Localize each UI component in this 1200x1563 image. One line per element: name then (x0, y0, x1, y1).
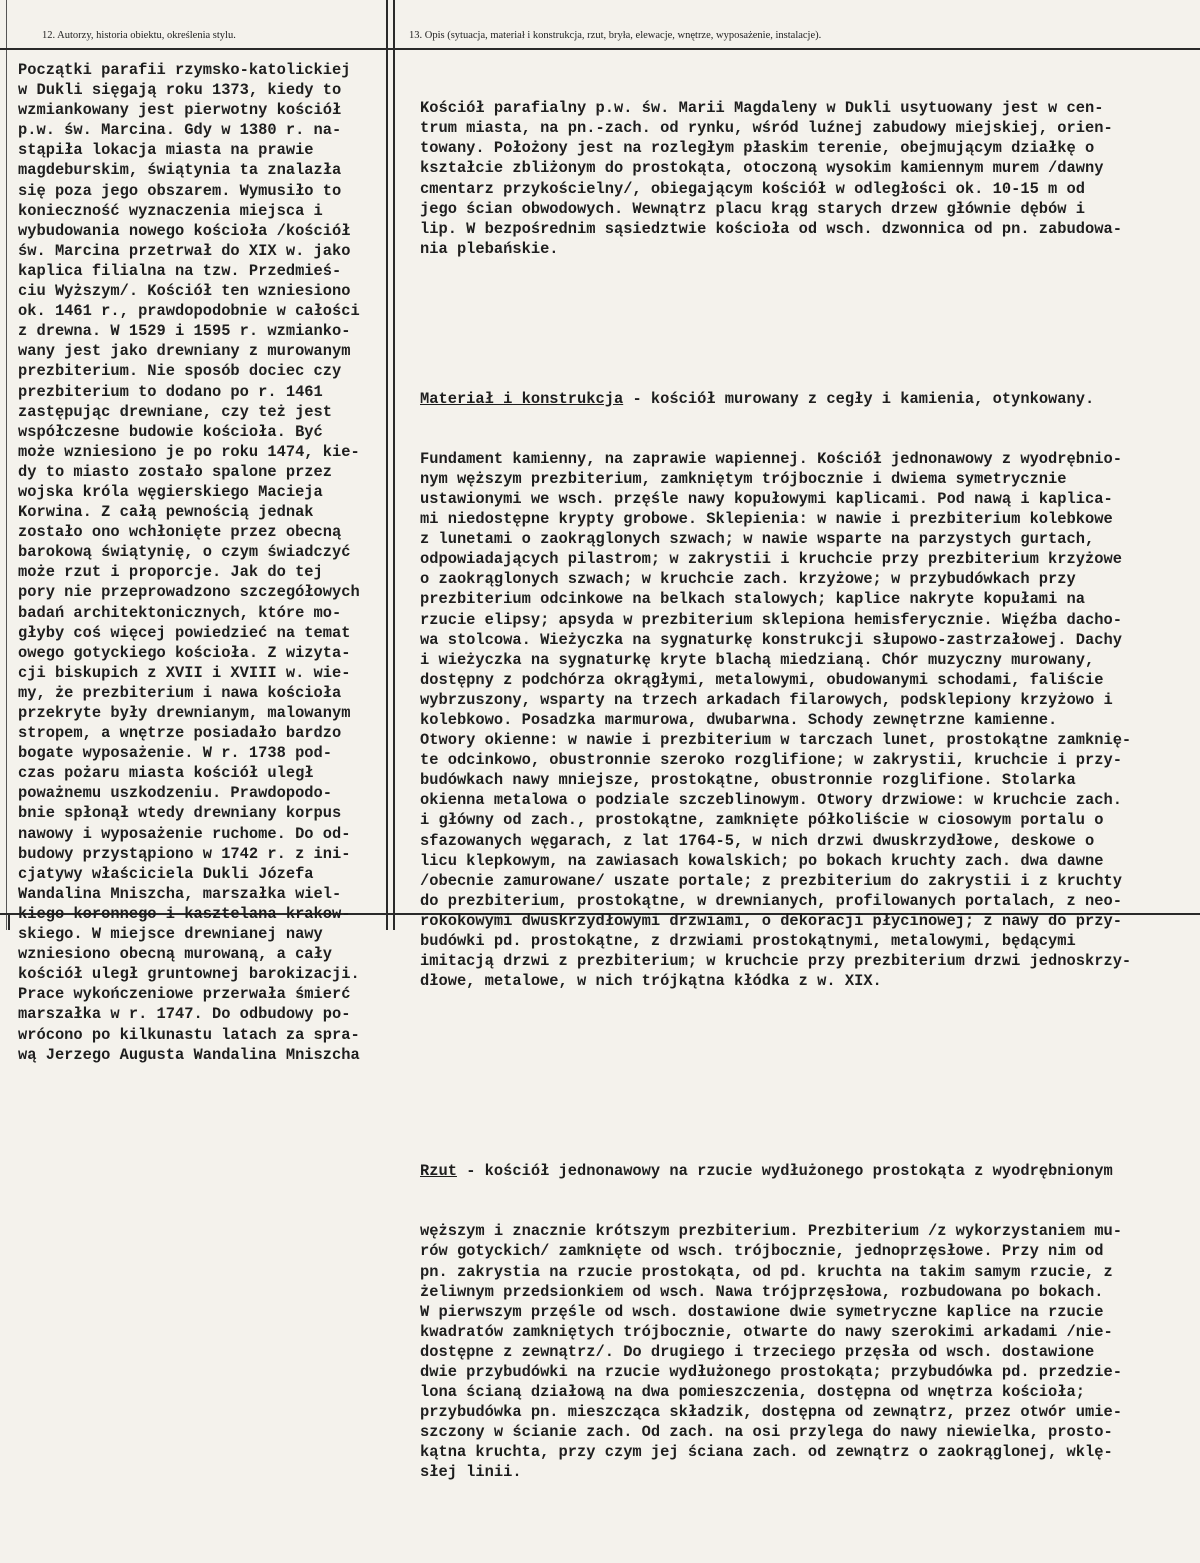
text-line: jego ścian obwodowych. Wewnątrz placu krąg starych drzew głównie dębów i (420, 199, 1085, 218)
left-margin-rule (6, 0, 7, 930)
text-line: ok. 1461 r., prawdopodobnie w całości (18, 302, 360, 321)
text-line: wa stolcowa. Wieżyczka na sygnaturkę konstrukcji słupowo-zastrzałowej. Dachy (420, 630, 1122, 649)
text-line: towany. Położony jest na rozległym płaskim terenie, obejmującym działkę o (420, 139, 1095, 158)
text-line: nia plebańskie. (420, 239, 559, 258)
rzut-body (420, 1221, 1200, 1482)
history-text-column (18, 60, 384, 1065)
description-text-column (420, 58, 1200, 1563)
text-line: dy to miasto zostało spalone przez (18, 462, 333, 481)
text-line: i główny od zach., prostokątne, zamknięte półkoliście w ciosowym portalu o (420, 811, 1104, 830)
text-line: wą Jerzego Augusta Wandalina Mniszcha (18, 1045, 360, 1064)
text-line: /obecnie zamurowane/ uszate portale; z prezbiterium do zakrystii i z kruchty (420, 871, 1122, 890)
material-heading: Materiał i konstrukcja (420, 389, 624, 408)
text-line: i wieżyczka na sygnaturkę kryte blachą miedzianą. Chór muzyczny murowany, (420, 650, 1095, 669)
section-12-caption: 12. Autorzy, historia obiektu, określenia stylu. (42, 30, 236, 41)
text-line: może wzniesiono je po roku 1474, kie- (18, 442, 360, 461)
text-line: ustawionymi we wsch. przęśle nawy kopułowymi kaplicami. Pod nawą i kaplica- (420, 489, 1113, 508)
text-line: Prace wykończeniowe przerwała śmierć (18, 985, 351, 1004)
text-line: może rzut i proporcje. Jak do tej (18, 563, 323, 582)
text-line: cjatywy właściciela Dukli Józefa (18, 864, 314, 883)
text-line: sfazowanych węgarach, z lat 1764-5, w nich drzwi dwuskrzydłowe, deskowe o (420, 831, 1095, 850)
text-line: wrócono po kilkunastu latach za spra- (18, 1025, 360, 1044)
text-line: Początki parafii rzymsko-katolickiej (18, 61, 351, 79)
text-line: Korwina. Z całą pewnością jednak (18, 503, 314, 522)
material-body (420, 449, 1200, 992)
text-line: badań architektonicznych, które mo- (18, 603, 342, 622)
text-line: żeliwnym przedsionkiem od wsch. Nawa trójprzęsłowa, rozbudowana po bokach. (420, 1282, 1104, 1301)
text-line: św. Marcina przetrwał do XIX w. jako (18, 241, 351, 260)
text-line: kolebkowo. Posadzka marmurowa, dwubarwna. Schody zewnętrzne kamienne. (420, 711, 1058, 729)
text-line: czas pożaru miasta kościół uległ (18, 764, 314, 783)
text-line: poważnemu uszkodzeniu. Prawdopodo- (18, 784, 333, 803)
text-line: my, że prezbiterium i nawa kościoła (18, 683, 342, 702)
text-line: dostępny z podchórza okrągłymi, metalowymi, obudowanymi schodami, faliście (420, 670, 1104, 689)
text-line: się poza jego obszarem. Wymusiło to (18, 181, 342, 200)
section-13-caption: 13. Opis (sytuacja, materiał i konstrukcja, rzut, bryła, elewacje, wnętrze, wyposażenie, instalacje). (409, 30, 822, 41)
text-line: węższym i znacznie krótszym prezbiterium. Prezbiterium /z wykorzystaniem mu- (420, 1222, 1122, 1241)
text-line: kwadratów zamkniętych trójbocznie, otwarte do nawy szerokimi arkadami /nie- (420, 1322, 1113, 1341)
header-divider (0, 48, 1200, 50)
material-paragraph (420, 348, 1200, 1031)
text-line: wybrzuszony, wsparty na trzech arkadach filarowych, podsklepiony krzyżowo i (420, 690, 1113, 709)
text-line: wzmiankowany jest pierwotny kościół (18, 101, 342, 120)
location-paragraph (420, 98, 1200, 259)
text-line: przybudówka pn. mieszcząca składzik, dostępna od zewnątrz, przez otwór umie- (420, 1403, 1122, 1422)
text-line: p.w. św. Marcina. Gdy w 1380 r. na- (18, 121, 342, 140)
text-line: imitacją drzwi z prezbiterium; w kruchcie przy prezbiterium drzwi jednoskrzy- (420, 952, 1132, 971)
text-line: z drewna. W 1529 i 1595 r. wzmianko- (18, 322, 351, 341)
text-line: kościół uległ gruntownej barokizacji. (18, 965, 360, 984)
text-line: Kościół parafialny p.w. św. Marii Magdaleny w Dukli usytuowany jest w cen- (420, 99, 1104, 118)
column-divider-inner (393, 0, 395, 930)
text-line: marszałka w r. 1747. Do odbudowy po- (18, 1005, 351, 1024)
text-line: do prezbiterium, prostokątne, w drewnianych, profilowanych portalach, z neo- (420, 891, 1122, 910)
bottom-tick (386, 913, 388, 930)
rzut-first-line-text: - kościół jednonawowy na rzucie wydłużonego prostokąta z wyodrębnionym (456, 1162, 1113, 1181)
material-first-line (420, 389, 1200, 409)
text-line: licu klepkowym, na zawiasach kowalskich; po bokach kruchty zach. dwa dawne (420, 851, 1104, 870)
rzut-first-line (420, 1161, 1200, 1181)
text-line: stropem, a wnętrze posiadało bardzo (18, 724, 342, 743)
bottom-tick (8, 913, 10, 930)
text-line: szczony w ścianie zach. Od zach. na osi przylega do nawy niewielka, prosto- (420, 1423, 1113, 1442)
text-line: wany jest jako drewniany z murowanym (18, 342, 351, 361)
text-line: kątna kruchta, przy czym jej ściana zach. od zewnątrz o zaokrąglonej, wklę- (420, 1443, 1113, 1462)
text-line: kształcie zbliżonym do prostokąta, otoczoną wysokim kamiennym murem /dawny (420, 159, 1104, 178)
text-line: ciu Wyższym/. Kościół ten wzniesiono (18, 282, 351, 301)
text-line: prezbiterium. Nie sposób dociec czy (18, 362, 342, 381)
text-line: rów gotyckich/ zamknięte od wsch. trójbocznie, jednoprzęsłowe. Przy nim od (420, 1242, 1104, 1261)
bottom-tick (393, 913, 395, 930)
text-line: te odcinkowo, obustronnie szeroko rozglifione; w zakrystii, kruchcie i przy- (420, 751, 1122, 770)
column-divider-outer (386, 0, 388, 930)
text-line: stąpiła lokacja miasta na prawie (18, 141, 314, 160)
text-line: W pierwszym przęśle od wsch. dostawione dwie symetryczne kaplice na rzucie (420, 1302, 1104, 1321)
text-line: dostępne z zewnątrz/. Do drugiego i trzeciego przęsła od wsch. dostawione (420, 1342, 1095, 1361)
text-line: prezbiterium to dodano po r. 1461 (18, 382, 323, 401)
text-line: słej linii. (420, 1463, 522, 1482)
rzut-paragraph (420, 1121, 1200, 1523)
text-line: rzucie elipsy; apsyda w prezbiterium sklepiona hemisferycznie. Więźba dacho- (420, 610, 1122, 629)
text-line: pn. zakrystia na rzucie prostokąta, od pd. kruchta na takim samym rzucie, z (420, 1262, 1113, 1281)
text-line: mi niedostępne krypty grobowe. Sklepienia: w nawie i prezbiterium kolebkowe (420, 510, 1113, 529)
text-line: w Dukli sięgają roku 1373, kiedy to (18, 81, 342, 100)
text-line: rokokowymi dwuskrzydłowymi drzwiami, o dekoracji płycinowej; z nawy do przy- (420, 911, 1122, 930)
text-line: Wandalina Mniszcha, marszałka wiel- (18, 884, 342, 903)
text-line: odpowiadających pilastrom; w zakrystii i kruchcie przy prezbiterium krzyżowe (420, 550, 1122, 569)
text-line: okienna metalowa o podziale szczeblinowym. Otwory drzwiowe: w kruchcie zach. (420, 791, 1122, 810)
text-line: owego gotyckiego kościoła. Z wizyta- (18, 643, 351, 662)
material-first-line-text: - kościół murowany z cegły i kamienia, otynkowany. (623, 389, 1095, 408)
text-line: bogate wyposażenie. W r. 1738 pod- (18, 744, 333, 763)
text-line: nym węższym prezbiterium, zamkniętym trójbocznie i dwiema symetrycznie (420, 469, 1067, 488)
text-line: budowy przystąpiono w 1742 r. z ini- (18, 844, 351, 863)
text-line: budówki pd. prostokątne, z drzwiami prostokątnymi, metalowymi, będącymi (420, 932, 1076, 951)
text-line: cji biskupich z XVII i XVIII w. wie- (18, 663, 351, 682)
text-line: budówkach nawy mniejsze, prostokątne, obustronnie rozglifione. Stolarka (420, 771, 1076, 790)
text-line: współczesne budowie kościoła. Być (18, 422, 323, 441)
text-line: trum miasta, na pn.-zach. od rynku, wśród luźnej zabudowy miejskiej, orien- (420, 119, 1113, 138)
text-line: nawowy i wyposażenie ruchome. Do od- (18, 824, 351, 843)
text-line: lip. W bezpośrednim sąsiedztwie kościoła od wsch. dzwonnica od pn. zabudowa- (420, 219, 1122, 238)
text-line: bnie spłonął wtedy drewniany korpus (18, 804, 342, 823)
text-line: dwie przybudówki na rzucie wydłużonego prostokąta; przybudówka pd. przedzie- (420, 1363, 1122, 1381)
text-line: cmentarz przykościelny/, obiegającym kościół w odległości ok. 10-15 m od (420, 179, 1085, 198)
text-line: Fundament kamienny, na zaprawie wapiennej. Kościół jednonawowy z wyodrębnio- (420, 449, 1122, 468)
text-line: barokową świątynię, o czym świadczyć (18, 543, 351, 562)
text-line: Otwory okienne: w nawie i prezbiterium w tarczach lunet, prostokątne zamknię- (420, 731, 1132, 750)
text-line: lona ścianą działową na dwa pomieszczenia, dostępna od wnętrza kościoła; (420, 1383, 1085, 1402)
text-line: magdeburskim, świątynia ta znalazła (18, 161, 342, 180)
text-line: zastępując drewniane, czy też jest (18, 402, 333, 421)
text-line: kaplica filialna na tzw. Przedmieś- (18, 261, 342, 280)
text-line: o zaokrąglonych szwach; w kruchcie zach. krzyżowe; w przybudówkach przy (420, 570, 1076, 589)
text-line: dłowe, metalowe, w nich trójkątna kłódka z w. XIX. (420, 972, 882, 991)
text-line: przekryte były drewnianym, malowanym (18, 704, 351, 722)
text-line: konieczność wyznaczenia miejsca i (18, 201, 323, 220)
text-line: skiego. W miejsce drewnianej nawy (18, 925, 323, 944)
text-line: głyby coś więcej powiedzieć na temat (18, 623, 351, 642)
text-line: kiego koronnego i kasztelana krakow- (18, 904, 351, 923)
text-line: z lunetami o zaokrąglonych szwach; w nawie wsparte na parzystych gurtach, (420, 530, 1095, 549)
text-line: wojska króla węgierskiego Macieja (18, 482, 323, 501)
text-line: zostało ono wchłonięte przez obecną (18, 523, 342, 542)
text-line: prezbiterium odcinkowe na belkach stalowych; kaplice nakryte kopułami na (420, 590, 1085, 609)
text-line: wybudowania nowego kościoła /kościół (18, 221, 351, 240)
text-line: pory nie przeprowadzono szczegółowych (18, 583, 360, 602)
text-line: wzniesiono obecną murowaną, a cały (18, 945, 333, 964)
rzut-heading: Rzut (420, 1162, 457, 1181)
